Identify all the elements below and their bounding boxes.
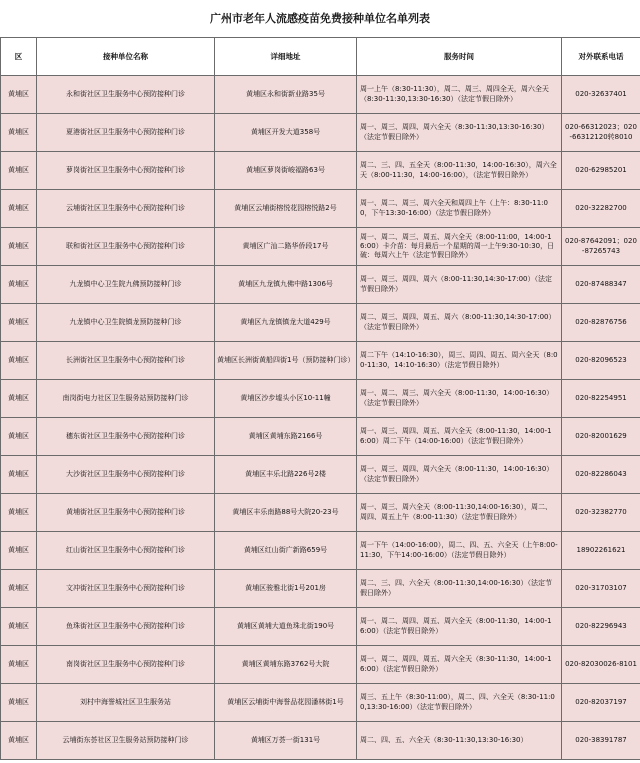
service-hours-cell[interactable]: 周二、四、五、六全天（8:30-11:30,13:30-16:30）	[357, 722, 562, 760]
phone-cell[interactable]: 020-82876756	[562, 304, 640, 342]
district-cell[interactable]: 黄埔区	[1, 608, 37, 646]
table-row	[1, 342, 640, 380]
phone-cell[interactable]: 020-32637401	[562, 76, 640, 114]
service-hours-cell[interactable]: 周一、周三、周四、周五、周六全天（8:00-11:30，14:00-16:00）周二下午（14:00-16:00）（法定节假日除外）	[357, 418, 562, 456]
header-district[interactable]: 区	[1, 38, 37, 76]
unit-name-cell[interactable]: 黄埔街社区卫生服务中心预防接种门诊	[37, 494, 215, 532]
address-cell[interactable]: 黄埔区九龙镇九佛中路1306号	[215, 266, 357, 304]
phone-cell[interactable]: 020-87642091；020-87265743	[562, 228, 640, 266]
unit-name-cell[interactable]: 九龙镇中心卫生院镇龙预防接种门诊	[37, 304, 215, 342]
service-hours-cell[interactable]: 周二、三、四、六全天（8:00-11:30,14:00-16:30）（法定节假日除外）	[357, 570, 562, 608]
address-cell[interactable]: 黄埔区云埔街榕悦花园榕悦路2号	[215, 190, 357, 228]
district-cell[interactable]: 黄埔区	[1, 456, 37, 494]
unit-name-cell[interactable]: 穗东街社区卫生服务中心预防接种门诊	[37, 418, 215, 456]
service-hours-cell[interactable]: 周一、周二、周四、周五、周六全天（8:30-11:30，14:00-16:00）（法定节假日除外）	[357, 646, 562, 684]
unit-name-cell[interactable]: 云埔街社区卫生服务中心预防接种门诊	[37, 190, 215, 228]
service-hours-cell[interactable]: 周三、五上午（8:30-11:00），周二、四、六全天（8:30-11:00,13:30-16:00）（法定节假日除外）	[357, 684, 562, 722]
header-unit-name[interactable]: 接种单位名称	[37, 38, 215, 76]
unit-name-cell[interactable]: 联和街社区卫生服务中心预防接种门诊	[37, 228, 215, 266]
district-cell[interactable]: 黄埔区	[1, 152, 37, 190]
address-cell[interactable]: 黄埔区沙步墟头小区10-11幢	[215, 380, 357, 418]
district-cell[interactable]: 黄埔区	[1, 494, 37, 532]
district-cell[interactable]: 黄埔区	[1, 570, 37, 608]
service-hours-cell[interactable]: 周一、周二、周三、周五、周六全天（8:00-11:00，14:00-16:00）卡介苗：每月最后一个星期的周一上午9:30-10:30，日破：每周六上午（法定节假日除外）	[357, 228, 562, 266]
district-cell[interactable]: 黄埔区	[1, 266, 37, 304]
table-row	[1, 266, 640, 304]
address-cell[interactable]: 黄埔区长洲街黄船四街1号（预防接种门诊）	[215, 342, 357, 380]
phone-cell[interactable]: 020-82286043	[562, 456, 640, 494]
phone-cell[interactable]: 020-32282700	[562, 190, 640, 228]
unit-name-cell[interactable]: 文冲街社区卫生服务中心预防接种门诊	[37, 570, 215, 608]
table-row	[1, 722, 640, 760]
district-cell[interactable]: 黄埔区	[1, 646, 37, 684]
table-title: 广州市老年人流感疫苗免费接种单位名单列表	[210, 12, 430, 25]
unit-name-cell[interactable]: 鱼珠街社区卫生服务中心预防接种门诊	[37, 608, 215, 646]
unit-name-cell[interactable]: 大沙街社区卫生服务中心预防接种门诊	[37, 456, 215, 494]
address-cell[interactable]: 黄埔区广汕二路华侨段17号	[215, 228, 357, 266]
table-row	[1, 570, 640, 608]
address-cell[interactable]: 黄埔区开发大道358号	[215, 114, 357, 152]
phone-cell[interactable]: 18902261621	[562, 532, 640, 570]
table-row	[1, 190, 640, 228]
unit-name-cell[interactable]: 夏港街社区卫生服务中心预防接种门诊	[37, 114, 215, 152]
address-cell[interactable]: 黄埔区骏雅北街1号201房	[215, 570, 357, 608]
table-row	[1, 152, 640, 190]
phone-cell[interactable]: 020-82030026-8101	[562, 646, 640, 684]
service-hours-cell[interactable]: 周一、周二、周四、周五、周六全天（8:00-11:30，14:00-16:00）（法定节假日除外）	[357, 608, 562, 646]
table-row	[1, 456, 640, 494]
district-cell[interactable]: 黄埔区	[1, 228, 37, 266]
unit-name-cell[interactable]: 萝岗街社区卫生服务中心预防接种门诊	[37, 152, 215, 190]
address-cell[interactable]: 黄埔区永和街新业路35号	[215, 76, 357, 114]
phone-cell[interactable]: 020-38391787	[562, 722, 640, 760]
unit-name-cell[interactable]: 南岗街社区卫生服务中心预防接种门诊	[37, 646, 215, 684]
service-hours-cell[interactable]: 周二、周三、周四、周五、周六（8:00-11:30,14:30-17:00）（法定节假日除外）	[357, 304, 562, 342]
address-cell[interactable]: 黄埔区丰乐北路226号2楼	[215, 456, 357, 494]
unit-name-cell[interactable]: 云埔街东荟社区卫生服务站预防接种门诊	[37, 722, 215, 760]
phone-cell[interactable]: 020-82296943	[562, 608, 640, 646]
unit-name-cell[interactable]: 永和街社区卫生服务中心预防接种门诊	[37, 76, 215, 114]
district-cell[interactable]: 黄埔区	[1, 190, 37, 228]
service-hours-cell[interactable]: 周一、周二、周三、周六全天和周四上午（上午：8:30-11:00，下午13:30-16:00）（法定节假日除外）	[357, 190, 562, 228]
service-hours-cell[interactable]: 周二、三、四、五全天（8:00-11:30，14:00-16:30），周六全天（8:00-11:30，14:00-16:00），（法定节假日除外）	[357, 152, 562, 190]
service-hours-cell[interactable]: 周二下午（14:10-16:30），周三、周四、周五、周六全天（8:00-11:30，14:10-16:30）（法定节假日除外）	[357, 342, 562, 380]
phone-cell[interactable]: 020-82096523	[562, 342, 640, 380]
unit-name-cell[interactable]: 南岗街电力社区卫生服务站预防接种门诊	[37, 380, 215, 418]
service-hours-cell[interactable]: 周一、周三、周四、周六（8:00-11:30,14:30-17:00）（法定节假日除外）	[357, 266, 562, 304]
header-address[interactable]: 详细地址	[215, 38, 357, 76]
unit-name-cell[interactable]: 红山街社区卫生服务中心预防接种门诊	[37, 532, 215, 570]
service-hours-cell[interactable]: 周一上午（8:30-11:30），周二、周三、周四全天，周六全天（8:30-11:30,13:30-16:30）（法定节假日除外）	[357, 76, 562, 114]
district-cell[interactable]: 黄埔区	[1, 418, 37, 456]
address-cell[interactable]: 黄埔区黄埔东路3762号大院	[215, 646, 357, 684]
district-cell[interactable]: 黄埔区	[1, 114, 37, 152]
district-cell[interactable]: 黄埔区	[1, 380, 37, 418]
service-hours-cell[interactable]: 周一下午（14:00-16:00），周二、四、五、六全天（上午8:00-11:30，下午14:00-16:00）（法定节假日除外）	[357, 532, 562, 570]
table-row	[1, 494, 640, 532]
table-row	[1, 380, 640, 418]
table-row	[1, 646, 640, 684]
address-cell[interactable]: 黄埔区黄埔东路2166号	[215, 418, 357, 456]
header-service-hours[interactable]: 服务时间	[357, 38, 562, 76]
district-cell[interactable]: 黄埔区	[1, 722, 37, 760]
header-row	[1, 38, 640, 76]
service-hours-cell[interactable]: 周一、周三、周四、周六全天（8:00-11:30，14:00-16:30）（法定节假日除外）	[357, 456, 562, 494]
address-cell[interactable]: 黄埔区九龙镇镇龙大道429号	[215, 304, 357, 342]
phone-cell[interactable]: 020-31703107	[562, 570, 640, 608]
table-row	[1, 304, 640, 342]
district-cell[interactable]: 黄埔区	[1, 342, 37, 380]
unit-name-cell[interactable]: 长洲街社区卫生服务中心预防接种门诊	[37, 342, 215, 380]
table-row	[1, 608, 640, 646]
phone-cell[interactable]: 020-62985201	[562, 152, 640, 190]
phone-cell[interactable]: 020-87488347	[562, 266, 640, 304]
address-cell[interactable]: 黄埔区萝岗街峻福路63号	[215, 152, 357, 190]
table-row	[1, 418, 640, 456]
table-row	[1, 684, 640, 722]
address-cell[interactable]: 黄埔区红山街广新路659号	[215, 532, 357, 570]
table-row	[1, 76, 640, 114]
address-cell[interactable]: 黄埔区云埔街中海誉品花园潘林街1号	[215, 684, 357, 722]
address-cell[interactable]: 黄埔区丰乐南路88号大院20-23号	[215, 494, 357, 532]
header-phone[interactable]: 对外联系电话	[562, 38, 640, 76]
phone-cell[interactable]: 020-82037197	[562, 684, 640, 722]
address-cell[interactable]: 黄埔区万荟一街131号	[215, 722, 357, 760]
phone-cell[interactable]: 020-82254951	[562, 380, 640, 418]
phone-cell[interactable]: 020-82001629	[562, 418, 640, 456]
service-hours-cell[interactable]: 周一、周三、周六全天（8:00-11:30,14:00-16:30），周二、周四、周五上午（8:00-11:30）（法定节假日除外）	[357, 494, 562, 532]
phone-cell[interactable]: 020-32382770	[562, 494, 640, 532]
district-cell[interactable]: 黄埔区	[1, 684, 37, 722]
district-cell[interactable]: 黄埔区	[1, 76, 37, 114]
table-row	[1, 532, 640, 570]
district-cell[interactable]: 黄埔区	[1, 304, 37, 342]
service-hours-cell[interactable]: 周一、周二、周三、周六全天（8:00-11:30，14:00-16:30）（法定节假日除外）	[357, 380, 562, 418]
phone-cell[interactable]: 020-66312023；020-66312120转8010	[562, 114, 640, 152]
address-cell[interactable]: 黄埔区黄埔大道鱼珠北街190号	[215, 608, 357, 646]
unit-name-cell[interactable]: 九龙镇中心卫生院九佛预防接种门诊	[37, 266, 215, 304]
vaccination-unit-table	[0, 37, 640, 760]
service-hours-cell[interactable]: 周一、周三、周四、周六全天（8:30-11:30,13:30-16:30）（法定节假日除外）	[357, 114, 562, 152]
table-row	[1, 114, 640, 152]
unit-name-cell[interactable]: 刘村中海誉城社区卫生服务站	[37, 684, 215, 722]
table-row	[1, 228, 640, 266]
district-cell[interactable]: 黄埔区	[1, 532, 37, 570]
